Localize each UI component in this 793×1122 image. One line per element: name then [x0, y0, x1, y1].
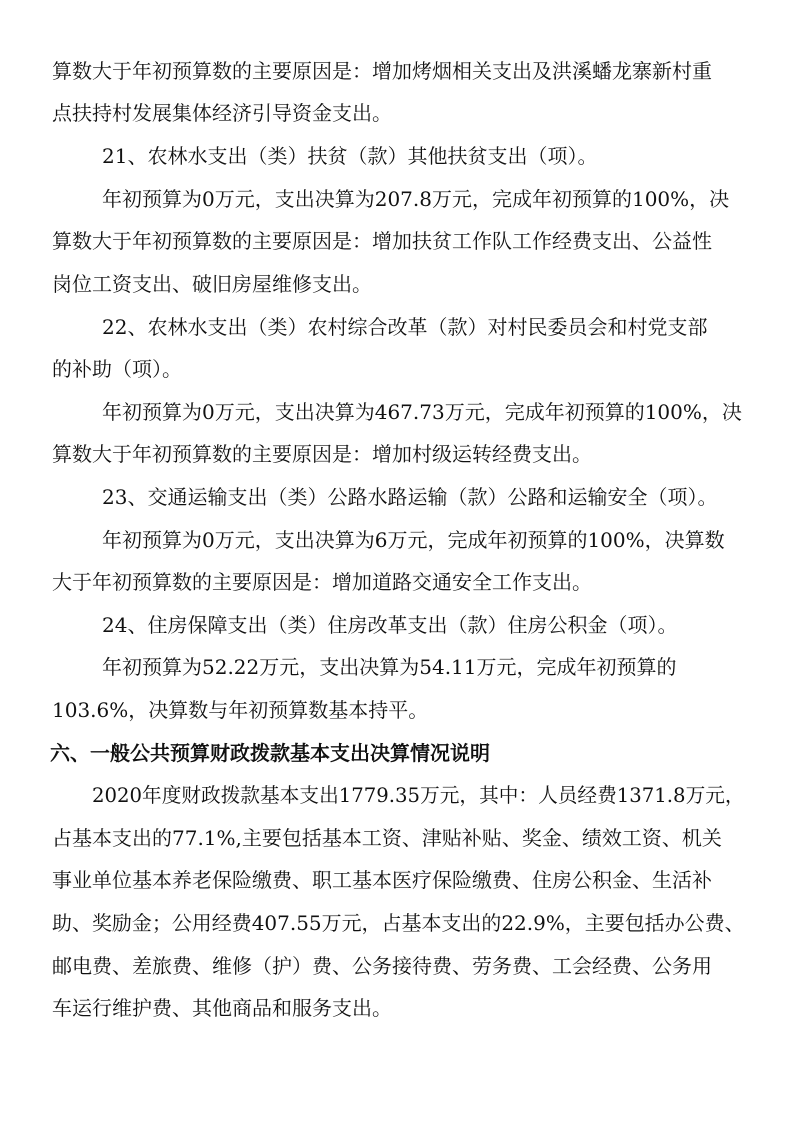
text-line: 邮电费、差旅费、维修（护）费、公务接待费、劳务费、工会经费、公务用 [52, 954, 712, 978]
text-line: 算数大于年初预算数的主要原因是：增加烤烟相关支出及洪溪蟠龙寨新村重 [52, 59, 712, 83]
item-heading-22: 22、农林水支出（类）农村综合改革（款）对村民委员会和村党支部 [102, 315, 708, 339]
text-line: 助、奖励金；公用经费407.55万元，占基本支出的22.9%，主要包括办公费、 [52, 911, 745, 935]
text-line: 事业单位基本养老保险缴费、职工基本医疗保险缴费、住房公积金、生活补 [52, 868, 712, 892]
item-heading-23: 23、交通运输支出（类）公路水路运输（款）公路和运输安全（项）。 [102, 485, 718, 509]
text-line: 算数大于年初预算数的主要原因是：增加村级运转经费支出。 [52, 442, 592, 466]
text-line: 岗位工资支出、破旧房屋维修支出。 [52, 272, 372, 296]
text-line: 年初预算为0万元，支出决算为6万元，完成年初预算的100%，决算数 [102, 528, 725, 552]
text-line: 年初预算为52.22万元，支出决算为54.11万元，完成年初预算的 [102, 655, 677, 679]
text-line: 算数大于年初预算数的主要原因是：增加扶贫工作队工作经费支出、公益性 [52, 229, 712, 253]
text-line: 的补助（项）。 [52, 357, 182, 381]
section-heading: 六、一般公共预算财政拨款基本支出决算情况说明 [50, 741, 490, 765]
text-line: 103.6%，决算数与年初预算数基本持平。 [52, 698, 429, 722]
text-line: 车运行维护费、其他商品和服务支出。 [52, 996, 392, 1020]
text-line: 大于年初预算数的主要原因是：增加道路交通安全工作支出。 [52, 570, 592, 594]
item-heading-21: 21、农林水支出（类）扶贫（款）其他扶贫支出（项）。 [102, 144, 598, 168]
text-line: 点扶持村发展集体经济引导资金支出。 [52, 101, 392, 125]
text-line: 年初预算为0万元，支出决算为207.8万元，完成年初预算的100%，决 [102, 187, 730, 211]
text-line: 占基本支出的77.1%,主要包括基本工资、津贴补贴、奖金、绩效工资、机关 [52, 826, 722, 850]
item-heading-24: 24、住房保障支出（类）住房改革支出（款）住房公积金（项）。 [102, 613, 678, 637]
text-line: 2020年度财政拨款基本支出1779.35万元，其中：人员经费1371.8万元， [92, 783, 745, 807]
text-line: 年初预算为0万元，支出决算为467.73万元，完成年初预算的100%，决 [102, 400, 742, 424]
